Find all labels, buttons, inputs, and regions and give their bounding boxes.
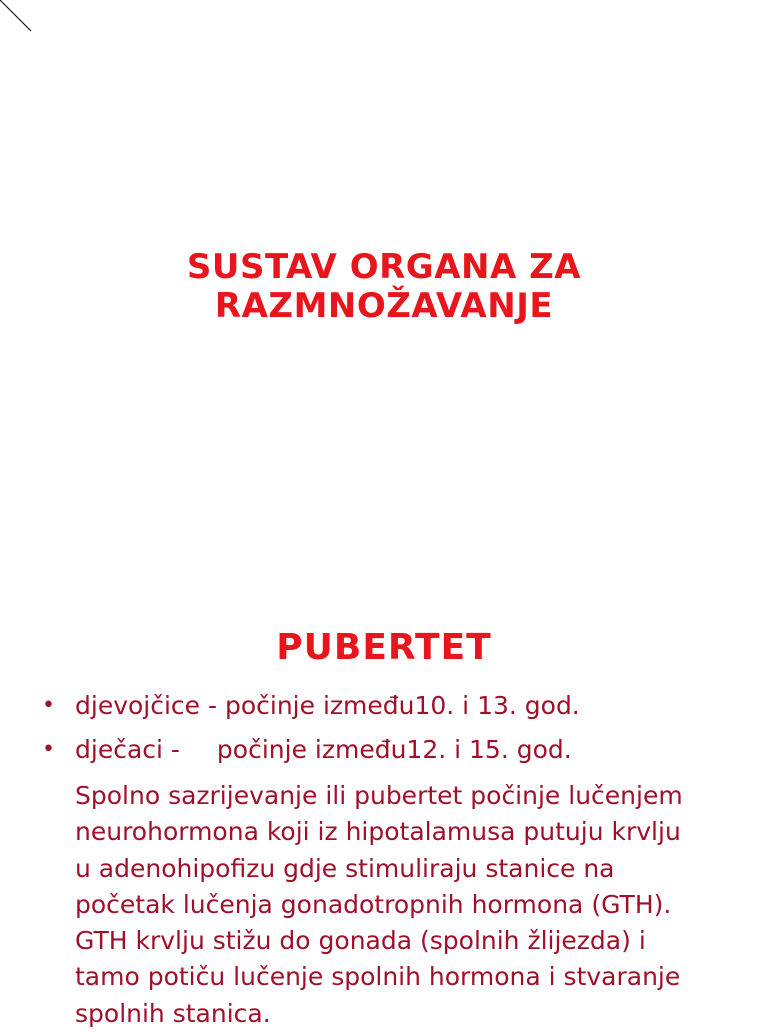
bullet-text: počinje između10. i 13. god. [224,691,580,720]
bullet-label: djevojčice - [75,691,218,720]
bullet-dot-icon: • [42,693,55,718]
corner-line-decoration [0,0,34,34]
slide-title [0,248,768,326]
bullet-item-boys [40,732,740,768]
bullet-item-girls [40,688,740,724]
bullet-dot-icon: • [42,737,55,762]
slide-title-line-1: SUSTAV ORGANA ZA [186,247,582,287]
paragraph-line: GTH krvlju stižu do gonada (spolnih žlijezda) i [75,926,646,956]
paragraph-line: tamo potiču lučenje spolnih hormona i stvaranje [75,962,681,992]
bullet-label: dječaci - [75,735,180,764]
slide-title-line-2: RAZMNOŽAVANJE [214,286,554,326]
body-paragraph [75,778,765,1032]
paragraph-line: u adenohipofizu gdje stimuliraju stanice na [75,853,615,883]
bullet-list [40,688,740,776]
paragraph-line: neurohormona koji iz hipotalamusa putuju krvlju [75,817,681,847]
bullet-text: počinje između12. i 15. god. [216,735,572,764]
section-heading: PUBERTET [276,627,492,668]
paragraph-line: početak lučenja gonadotropnih hormona (GTH). [75,889,672,919]
paragraph-line: Spolno sazrijevanje ili pubertet počinje lučenjem [75,781,683,810]
paragraph-line: spolnih stanica. [75,998,271,1028]
